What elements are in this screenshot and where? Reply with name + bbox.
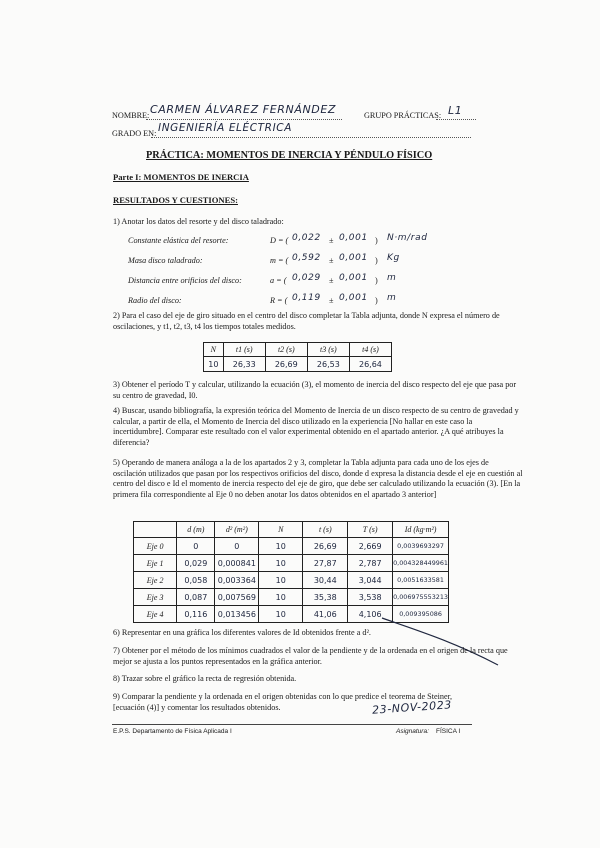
table-cell: 2,669: [348, 538, 393, 555]
table-cell: 10: [259, 555, 303, 572]
table-cell: 0,0051633581: [393, 572, 449, 589]
q1-sym: R = (: [270, 296, 288, 305]
q1-close: ): [375, 256, 378, 265]
table-cell: 26,53: [307, 357, 349, 372]
q1-unit: N·m/rad: [387, 233, 428, 243]
question-9: 9) Comparar la pendiente y la ordenada en el origen obtenidas con lo que predice el teorema de Steiner, [ecuación (4)] y comentar los resultados obtenidos.: [113, 692, 453, 712]
q1-value: 0,119: [292, 293, 321, 303]
table-cell: 27,87: [303, 555, 348, 572]
table-cell: 3,538: [348, 589, 393, 606]
table-cell: 0,058: [177, 572, 215, 589]
handwritten-date: 23-NOV-2023: [371, 698, 453, 717]
table-cell: 26,69: [265, 357, 307, 372]
table-cell: Eje 1: [134, 555, 177, 572]
q1-close: ): [375, 296, 378, 305]
table-cell: 26,64: [349, 357, 391, 372]
table-cell: 10: [259, 538, 303, 555]
q1-pm: ±: [329, 276, 334, 285]
table-cell: 0,006975553213: [393, 589, 449, 606]
grado-label: GRADO EN:: [112, 129, 157, 138]
question-1: 1) Anotar los datos del resorte y del disco taladrado:: [113, 217, 284, 226]
q1-sym: m = (: [270, 256, 289, 265]
table-header: t3 (s): [307, 343, 349, 357]
table-row: [134, 589, 449, 606]
q1-label: Radio del disco:: [128, 296, 182, 305]
q1-error: 0,001: [339, 293, 368, 303]
table-cell: 3,044: [348, 572, 393, 589]
footer-department: E.P.S. Departamento de Física Aplicada I: [113, 728, 232, 735]
table-header: Id (kg·m²): [393, 522, 449, 538]
table-cell: Eje 4: [134, 606, 177, 623]
section-title: RESULTADOS Y CUESTIONES:: [113, 195, 238, 205]
q1-pm: ±: [329, 256, 334, 265]
footer-subject-value: FÍSICA I: [436, 728, 461, 735]
table-header: N: [204, 343, 224, 357]
table-cell: 0,004328449961: [393, 555, 449, 572]
oscillation-table: [203, 342, 392, 372]
table-cell: 0: [177, 538, 215, 555]
inertia-table: [133, 521, 449, 623]
table-cell: 0,007569: [215, 589, 259, 606]
question-8: 8) Trazar sobre el gráfico la recta de regresión obtenida.: [113, 674, 297, 683]
table-header: d² (m²): [215, 522, 259, 538]
table-cell: 26,33: [223, 357, 265, 372]
table-cell: 10: [259, 589, 303, 606]
table-cell: 0,000841: [215, 555, 259, 572]
footer-divider: [112, 724, 472, 725]
table-cell: 10: [259, 606, 303, 623]
page-title: PRÁCTICA: MOMENTOS DE INERCIA Y PÉNDULO FÍSICO: [146, 150, 433, 161]
table-cell: 41,06: [303, 606, 348, 623]
table-cell: Eje 3: [134, 589, 177, 606]
q1-unit: m: [387, 293, 397, 303]
q1-unit: m: [387, 273, 397, 283]
nombre-value: CARMEN ÁLVAREZ FERNÁNDEZ: [150, 103, 337, 116]
table-cell: 0,003364: [215, 572, 259, 589]
q1-value: 0,029: [292, 273, 321, 283]
table-header: N: [259, 522, 303, 538]
table-cell: Eje 2: [134, 572, 177, 589]
q1-sym: a = (: [270, 276, 287, 285]
table-row: [134, 538, 449, 555]
grupo-value: L1: [448, 104, 463, 117]
q1-value: 0,592: [292, 253, 321, 263]
table-row: [134, 572, 449, 589]
table-cell: 10: [204, 357, 224, 372]
q1-error: 0,001: [339, 273, 368, 283]
q1-pm: ±: [329, 296, 334, 305]
table-cell: 4,106: [348, 606, 393, 623]
table-row: [134, 555, 449, 572]
table-cell: 0: [215, 538, 259, 555]
grado-value: INGENIERÍA ELÉCTRICA: [158, 122, 292, 134]
table-header: t4 (s): [349, 343, 391, 357]
question-4: 4) Buscar, usando bibliografía, la expresión teórica del Momento de Inercia de un disco respecto de su centro de gravedad y calcular, a partir de ella, el Momento de Inercia del disco utilizado en la experiencia [No hallar en este caso la incertidumbre]. Comparar este resultado con el valor experimental obtenido en el apartado anterior. ¿A qué atribuyes la diferencia?: [113, 406, 519, 447]
q1-value: 0,022: [292, 233, 321, 243]
q1-error: 0,001: [339, 233, 368, 243]
table-header: [134, 522, 177, 538]
table-cell: 0,013456: [215, 606, 259, 623]
table-cell: 2,787: [348, 555, 393, 572]
question-7: 7) Obtener por el método de los mínimos cuadrados el valor de la pendiente y de la ordenada en el origen de la recta que mejor se ajusta a los puntos representados en la gráfica anterior.: [113, 646, 508, 666]
table-cell: 0,116: [177, 606, 215, 623]
q1-close: ): [375, 236, 378, 245]
question-2: 2) Para el caso del eje de giro situado en el centro del disco completar la Tabla adjunta, donde N expresa el número de oscilaciones, y t1, t2, t3, t4 los tiempos totales medidos.: [113, 311, 500, 331]
q1-unit: Kg: [387, 253, 400, 263]
q1-label: Distancia entre orificios del disco:: [128, 276, 242, 285]
table-cell: 35,38: [303, 589, 348, 606]
q1-sym: D = (: [270, 236, 289, 245]
grupo-label: GRUPO PRÁCTICAS:: [364, 111, 442, 120]
question-6: 6) Representar en una gráfica los diferentes valores de Id obtenidos frente a d².: [113, 628, 371, 637]
table-header: t (s): [303, 522, 348, 538]
table-header: T (s): [348, 522, 393, 538]
question-5: 5) Operando de manera análoga a la de los apartados 2 y 3, completar la Tabla adjunta para cada uno de los ejes de oscilación utilizados que pasan por los respectivos orificios del disco, donde d expresa la distancia desde el eje en cuestión al centro del disco e Id el momento de inercia respecto del eje de giro, que debe ser calculado utilizando la ecuación (3). [En la primera fila correspondiente al Eje 0 no deben anotar los datos obtenidos en el apartado 3 anterior]: [113, 458, 523, 499]
q1-label: Constante elástica del resorte:: [128, 236, 229, 245]
table-cell: 26,69: [303, 538, 348, 555]
part-title: Parte I: MOMENTOS DE INERCIA: [113, 172, 249, 182]
table-cell: 0,029: [177, 555, 215, 572]
q1-error: 0,001: [339, 253, 368, 263]
nombre-label: NOMBRE:: [112, 111, 150, 120]
table-cell: Eje 0: [134, 538, 177, 555]
q1-pm: ±: [329, 236, 334, 245]
table-header: t2 (s): [265, 343, 307, 357]
table-cell: 30,44: [303, 572, 348, 589]
footer-subject-label: Asignatura:: [396, 728, 429, 735]
table-cell: 0,087: [177, 589, 215, 606]
table-header: t1 (s): [223, 343, 265, 357]
table-cell: 0,009395086: [393, 606, 449, 623]
table-cell: 10: [259, 572, 303, 589]
table-header: d (m): [177, 522, 215, 538]
q1-close: ): [375, 276, 378, 285]
q1-label: Masa disco taladrado:: [128, 256, 203, 265]
question-3: 3) Obtener el período T y calcular, utilizando la ecuación (3), el momento de inercia del disco respecto del eje que pasa por su centro de gravedad, I0.: [113, 380, 517, 400]
table-cell: 0,0039693297: [393, 538, 449, 555]
